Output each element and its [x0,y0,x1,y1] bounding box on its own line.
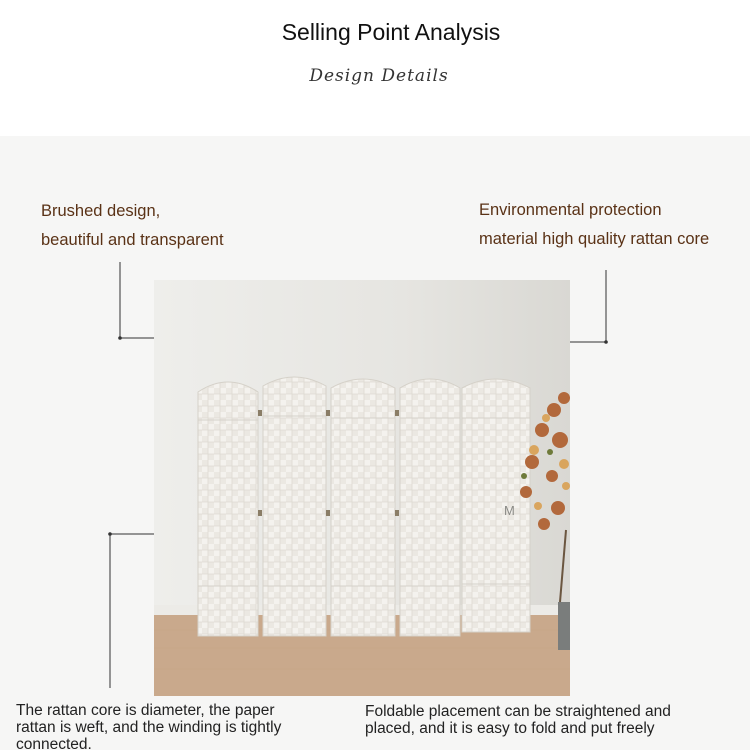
leader-dot [118,336,122,340]
callout-line: Brushed design, [41,202,161,220]
callout-line: beautiful and transparent [41,231,224,249]
leader-line-top-right [570,270,606,342]
callout-line: Environmental protection [479,201,662,219]
leader-line-top-left [120,262,154,338]
screen-panel [198,382,258,636]
feature-line: connected. [16,736,92,753]
page-title: Selling Point Analysis [281,19,501,45]
feature-line: The rattan core is diameter, the paper [16,702,275,719]
feature-rattan-core-text [16,702,281,753]
screen-panel [263,377,326,636]
rattan-screen [198,377,530,636]
callout-line: material high quality rattan core [479,230,710,248]
product-photo [154,280,570,696]
page-subtitle: Design Details [309,66,449,86]
leader-line-bottom-left [110,534,154,688]
feature-line: Foldable placement can be straightened and [365,703,671,720]
watermark: M [504,503,515,518]
screen-panel [331,379,395,636]
leader-dot [108,532,112,536]
feature-line: rattan is weft, and the winding is tightly [16,719,282,736]
leader-dot [604,340,608,344]
screen-panel [462,379,530,632]
feature-line: placed, and it is easy to fold and put freely [365,720,655,737]
feature-foldable-text [365,703,671,737]
screen-panel [400,379,460,636]
